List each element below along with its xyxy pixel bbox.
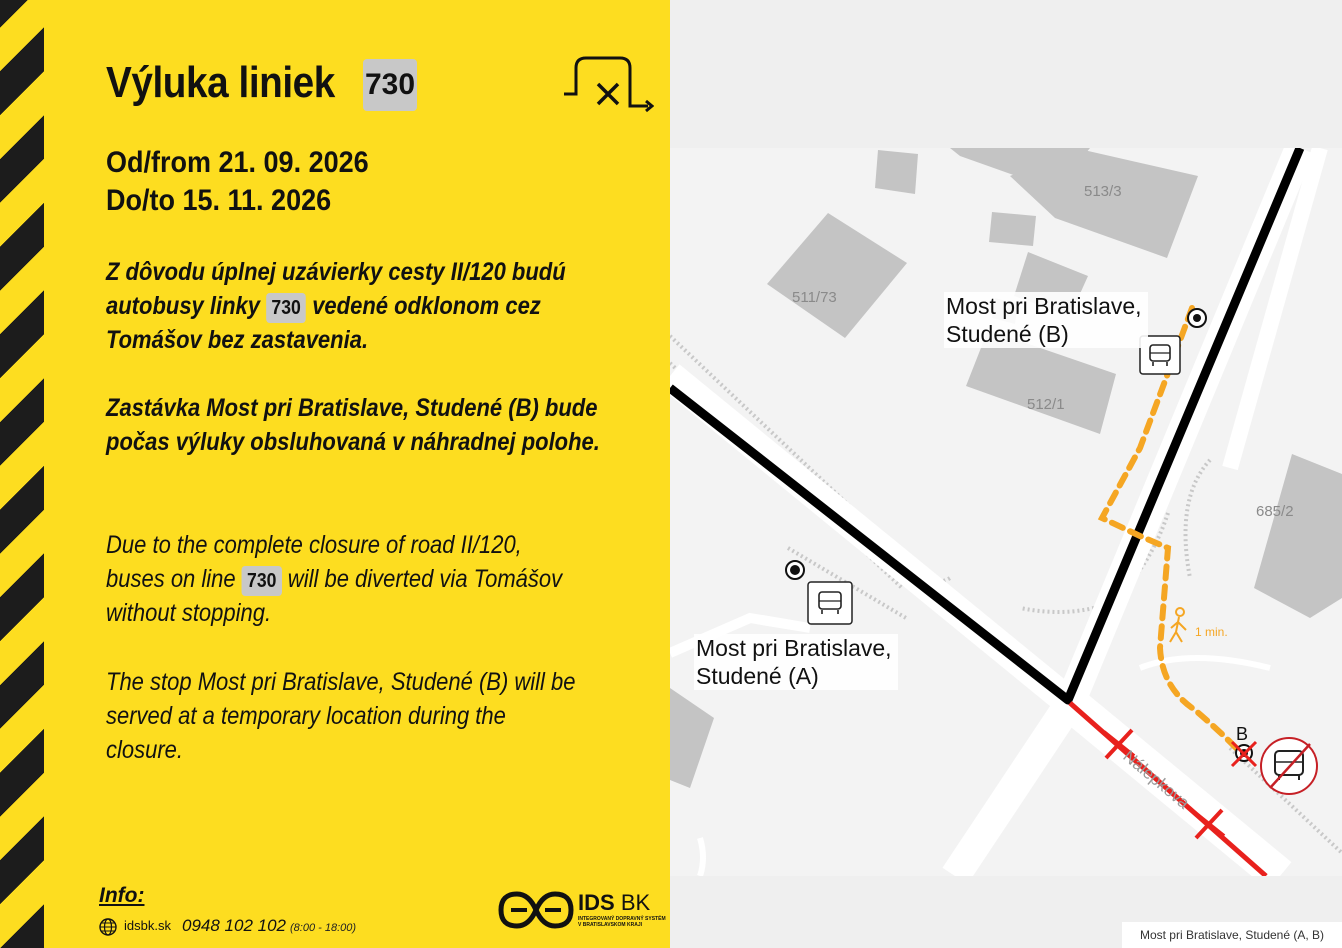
line-badge-inline: 730 [266, 293, 306, 323]
building-label: 511/73 [792, 289, 837, 306]
warning-stripes [0, 0, 44, 948]
date-to: Do/to 15. 11. 2026 [106, 184, 332, 217]
map-caption: Most pri Bratislave, Studené (A, B) [1122, 922, 1342, 948]
date-from: Od/from 21. 09. 2026 [106, 146, 369, 179]
stop-name-line: Most pri Bratislave, [696, 635, 892, 661]
website-link[interactable]: idsbk.sk [124, 918, 171, 933]
info-label: Info: [99, 884, 145, 907]
map-panel [670, 0, 1342, 948]
text-line [106, 289, 566, 323]
text-line: without stopping. [106, 599, 272, 627]
text-line: served at a temporary location during the [106, 702, 506, 730]
stop-b-temporary[interactable] [1188, 309, 1206, 327]
building-label: 685/2 [1256, 503, 1294, 520]
phone-value: 0948 102 102 [182, 916, 286, 935]
globe-icon [98, 917, 118, 937]
text-line: Due to the complete closure of road II/120, [106, 531, 522, 559]
text-line: Tomášov bez zastavenia. [106, 326, 369, 354]
service-hours: (8:00 - 18:00) [290, 922, 357, 934]
phone-number [182, 916, 356, 936]
route-closure-icon [562, 52, 654, 114]
text-line: Z dôvodu úplnej uzávierky cesty II/120 budú [106, 258, 566, 286]
walk-time-label: 1 min. [1195, 625, 1228, 639]
en-paragraph-1 [106, 528, 562, 630]
no-bus-icon [1261, 738, 1317, 794]
line-badge-inline: 730 [242, 566, 282, 596]
stop-name-line: Studené (A) [696, 663, 819, 689]
sk-paragraph-2 [106, 391, 600, 459]
bus-icon [808, 582, 852, 624]
logo-subtitle: INTEGROVANÝ DOPRAVNÝ SYSTÉM V BRATISLAVSKOM KRAJI [578, 916, 666, 928]
text-line: Zastávka Most pri Bratislave, Studené (B) bude [106, 394, 598, 422]
ids-bk-logo-icon [497, 888, 575, 932]
building-label: 512/1 [1027, 396, 1065, 413]
text-line: The stop Most pri Bratislave, Studené (B) will be [106, 668, 576, 696]
text-line: počas výluky obsluhovaná v náhradnej polohe. [106, 428, 600, 456]
building-label: 513/3 [1084, 183, 1122, 200]
text-fragment: autobusy linky [106, 292, 267, 320]
text-fragment: will be diverted via Tomášov [281, 565, 563, 593]
page-title: Výluka liniek [106, 58, 335, 107]
map-view[interactable] [670, 148, 1342, 876]
text-fragment: vedené odklonom cez [306, 292, 541, 320]
logo-text [578, 890, 650, 916]
stop-name-line: Most pri Bratislave, [946, 293, 1142, 319]
text-fragment: buses on line [106, 565, 242, 593]
stop-a-label [694, 634, 898, 690]
info-panel [0, 0, 670, 948]
text-line: closure. [106, 736, 184, 764]
en-paragraph-2 [106, 665, 576, 767]
logo-ids: IDS [578, 890, 615, 915]
sk-paragraph-1 [106, 255, 566, 357]
line-badge: 730 [363, 59, 417, 111]
stop-name-line: Studené (B) [946, 321, 1069, 347]
closed-stop-letter: B [1236, 724, 1249, 744]
stop-b-label [944, 292, 1148, 348]
street-label: Nálepkova [1119, 746, 1194, 813]
text-line [106, 562, 562, 596]
stop-a[interactable] [786, 561, 804, 579]
logo-bk: BK [620, 890, 651, 915]
